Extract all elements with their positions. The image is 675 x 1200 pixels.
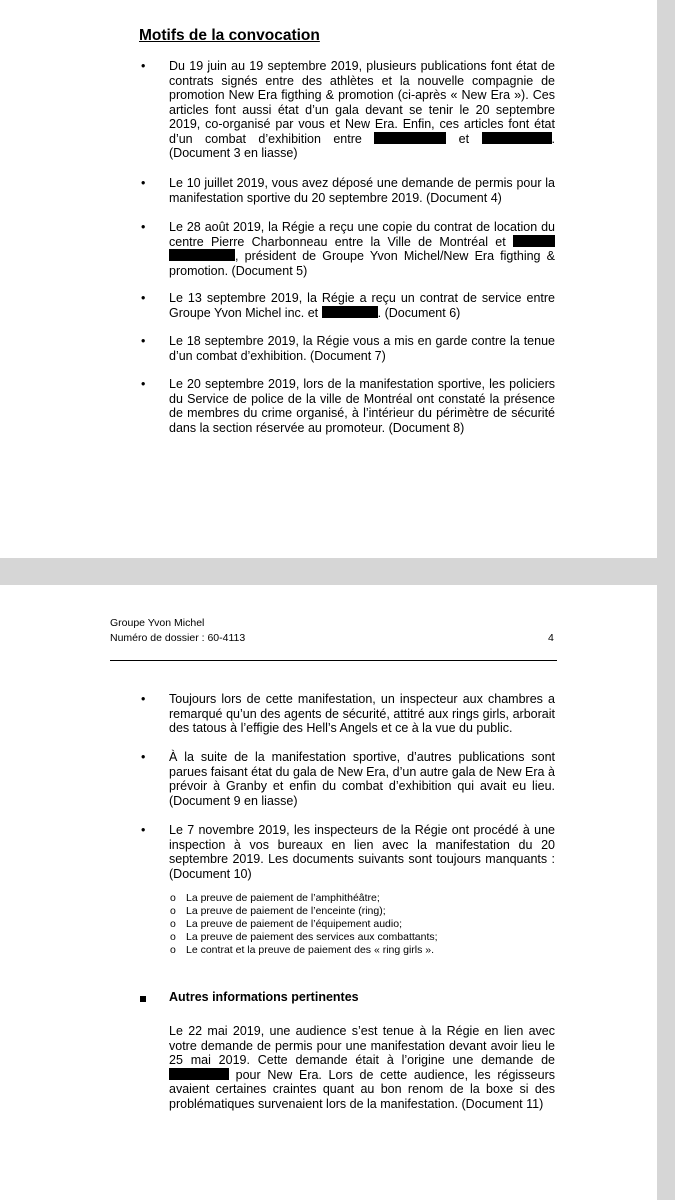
list-item — [139, 377, 555, 435]
sub-list-item: o La preuve de paiement de l’équipement audio; — [170, 918, 402, 930]
bullet-icon: • — [141, 750, 146, 764]
list-item — [139, 692, 555, 736]
hollow-bullet-icon: o — [170, 931, 176, 943]
paragraph: Le 22 mai 2019, une audience s’est tenue à la Régie en lien avec votre demande de permis pour une manifestation devant avoir lieu le 25 mai 2019. Cette demande était à l’origine une demande de pour New Era. Lors de cette audience, les régisseurs avaient certaines craintes quant au bon renom de la boxe si des problématiques survenaient lors de la manifestation. (Document 11) — [169, 1024, 555, 1111]
redaction-box — [169, 1068, 229, 1080]
header-dossier-number: Numéro de dossier : 60-4113 — [110, 632, 246, 644]
section-title: Motifs de la convocation — [139, 27, 320, 44]
bullet-icon: • — [141, 291, 146, 305]
redaction-box — [513, 235, 555, 247]
list-item-text: Toujours lors de cette manifestation, un inspecteur aux chambres a remarqué qu’un des agents de sécurité, attitré aux rings girls, arborait des tatous à l’effigie des Hell’s Angels et ce à la vue du public. — [169, 692, 555, 735]
list-item-text: Le 7 novembre 2019, les inspecteurs de la Régie ont procédé à une inspection à vos bureaux en lien avec la manifestation du 20 septembre 2019. Les documents suivants sont toujours manquants : (Document 10) — [169, 823, 555, 881]
list-item — [139, 176, 555, 205]
sub-list-item: o Le contrat et la preuve de paiement des « ring girls ». — [170, 944, 435, 956]
list-item — [139, 750, 555, 808]
bullet-icon: • — [141, 176, 146, 190]
page-number: 4 — [548, 632, 554, 644]
list-item — [139, 220, 555, 278]
list-item-text: À la suite de la manifestation sportive, d’autres publications sont parues faisant état du gala de New Era, d’un autre gala de New Era à prévoir à Granby et enfin du combat d’exhibition qui avait eu lieu. (Document 9 en liasse) — [169, 750, 555, 808]
document-page-4 — [0, 585, 657, 1200]
bullet-icon: • — [141, 692, 146, 706]
bullet-icon: • — [141, 59, 146, 73]
list-item-text: Du 19 juin au 19 septembre 2019, plusieurs publications font état de contrats signés entre des athlètes et la nouvelle compagnie de promotion New Era figthing & promotion (ci-après « New Era »). Ces articles font aussi état d’un gala devant se tenir le 20 septembre 2019, co-organisé par vous et New Era. Enfin, ces articles font état d’un combat d’exhibition entre et . (Document 3 en liasse) — [169, 59, 555, 160]
list-item-text: Le 18 septembre 2019, la Régie vous a mis en garde contre la tenue d’un combat d’exhibition. (Document 7) — [169, 334, 555, 363]
list-item — [139, 59, 555, 161]
square-bullet-icon — [140, 996, 146, 1002]
bullet-icon: • — [141, 334, 146, 348]
header-company-name: Groupe Yvon Michel — [110, 617, 205, 629]
redaction-box — [482, 132, 552, 144]
hollow-bullet-icon: o — [170, 918, 176, 930]
sub-list-item: o La preuve de paiement de l’enceinte (ring); — [170, 905, 386, 917]
list-item — [139, 334, 555, 363]
document-page-3 — [0, 0, 657, 558]
redaction-box — [322, 306, 378, 318]
bullet-icon: • — [141, 823, 146, 837]
list-item-text: Le 10 juillet 2019, vous avez déposé une demande de permis pour la manifestation sportive du 20 septembre 2019. (Document 4) — [169, 176, 555, 205]
hollow-bullet-icon: o — [170, 944, 176, 956]
sub-list-item: o La preuve de paiement des services aux combattants; — [170, 931, 438, 943]
missing-documents-list — [170, 892, 550, 957]
section-heading: Autres informations pertinentes — [169, 990, 359, 1004]
hollow-bullet-icon: o — [170, 905, 176, 917]
bullet-icon: • — [141, 220, 146, 234]
list-item-text: Le 13 septembre 2019, la Régie a reçu un contrat de service entre Groupe Yvon Michel inc. et . (Document 6) — [169, 291, 555, 320]
list-item — [139, 291, 555, 320]
list-item — [139, 823, 555, 881]
hollow-bullet-icon: o — [170, 892, 176, 904]
list-item-text: Le 28 août 2019, la Régie a reçu une copie du contrat de location du centre Pierre Charbonneau entre la Ville de Montréal et , président de Groupe Yvon Michel/New Era figthing & promotion. (Document 5) — [169, 220, 555, 278]
header-divider — [110, 660, 557, 661]
bullet-icon: • — [141, 377, 146, 391]
redaction-box — [169, 249, 235, 261]
redaction-box — [374, 132, 446, 144]
sub-list-item: o La preuve de paiement de l’amphithéâtre; — [170, 892, 380, 904]
list-item-text: Le 20 septembre 2019, lors de la manifestation sportive, les policiers du Service de police de la ville de Montréal ont constaté la présence de membres du crime organisé, à l’intérieur du périmètre de sécurité dans la section réservée au promoteur. (Document 8) — [169, 377, 555, 435]
